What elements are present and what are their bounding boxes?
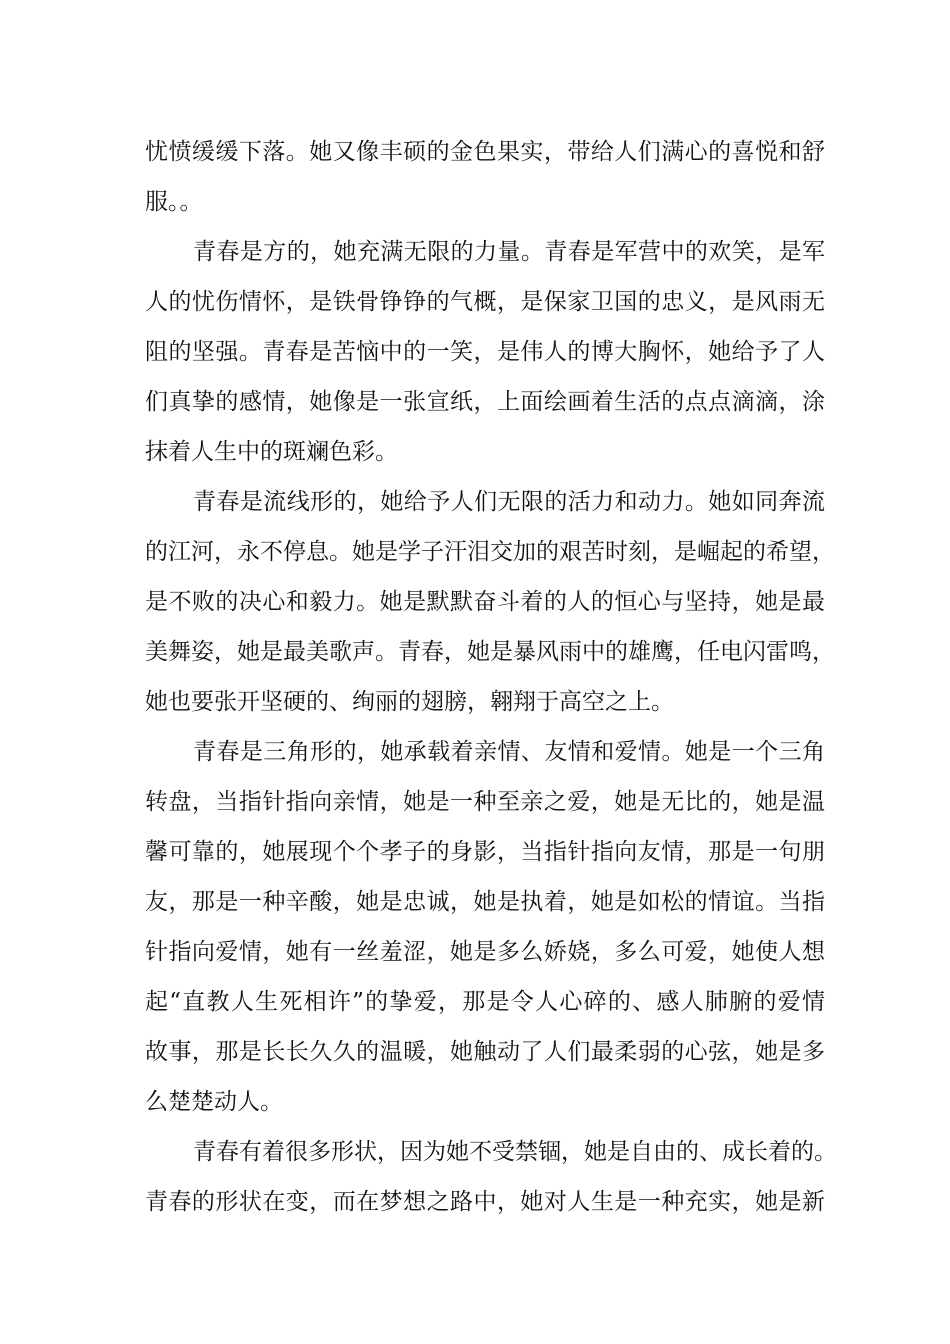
text-line: 她也要张开坚硬的、绚丽的翅膀，翱翔于高空之上。: [145, 689, 674, 715]
text-line: 起“直教人生死相许”的挚爱，那是令人心碎的、感人肺腑的爱情: [145, 989, 825, 1015]
text-line: 友，那是一种辛酸，她是忠诚，她是执着，她是如松的情谊。当指: [145, 889, 825, 915]
text-line: 的江河，永不停息。她是学子汗泪交加的艰苦时刻，是崛起的希望，: [145, 539, 835, 565]
text-line: 美舞姿，她是最美歌声。青春，她是暴风雨中的雄鹰，任电闪雷鸣，: [145, 639, 835, 665]
text-line: 是不败的决心和毅力。她是默默奋斗着的人的恒心与坚持，她是最: [145, 589, 825, 615]
text-line: 么楚楚动人。: [145, 1089, 283, 1115]
text-line: 忧愤缓缓下落。她又像丰硕的金色果实，带给人们满心的喜悦和舒: [145, 139, 825, 165]
paragraph-first-line: 青春是流线形的，她给予人们无限的活力和动力。她如同奔流: [193, 489, 825, 515]
text-line: 阻的坚强。青春是苦恼中的一笑，是伟人的博大胸怀，她给予了人: [145, 339, 825, 365]
paragraph-first-line: 青春有着很多形状，因为她不受禁锢，她是自由的、成长着的。: [193, 1139, 837, 1165]
paragraph-first-line: 青春是方的，她充满无限的力量。青春是军营中的欢笑，是军: [193, 239, 825, 265]
text-line: 馨可靠的，她展现个个孝子的身影，当指针指向友情，那是一句朋: [145, 839, 825, 865]
text-line: 抹着人生中的斑斓色彩。: [145, 439, 398, 465]
text-line: 转盘，当指针指向亲情，她是一种至亲之爱，她是无比的，她是温: [145, 789, 825, 815]
text-line: 服。。: [145, 189, 203, 215]
text-line: 故事，那是长长久久的温暖，她触动了人们最柔弱的心弦，她是多: [145, 1039, 825, 1065]
text-line: 们真挚的感情，她像是一张宣纸，上面绘画着生活的点点滴滴，涂: [145, 389, 825, 415]
text-line: 青春的形状在变，而在梦想之路中，她对人生是一种充实，她是新: [145, 1189, 825, 1215]
text-line: 人的忧伤情怀，是铁骨铮铮的气概，是保家卫国的忠义，是风雨无: [145, 289, 825, 315]
text-line: 针指向爱情，她有一丝羞涩，她是多么娇娆，多么可爱，她使人想: [145, 939, 825, 965]
paragraph-first-line: 青春是三角形的，她承载着亲情、友情和爱情。她是一个三角: [193, 739, 825, 765]
